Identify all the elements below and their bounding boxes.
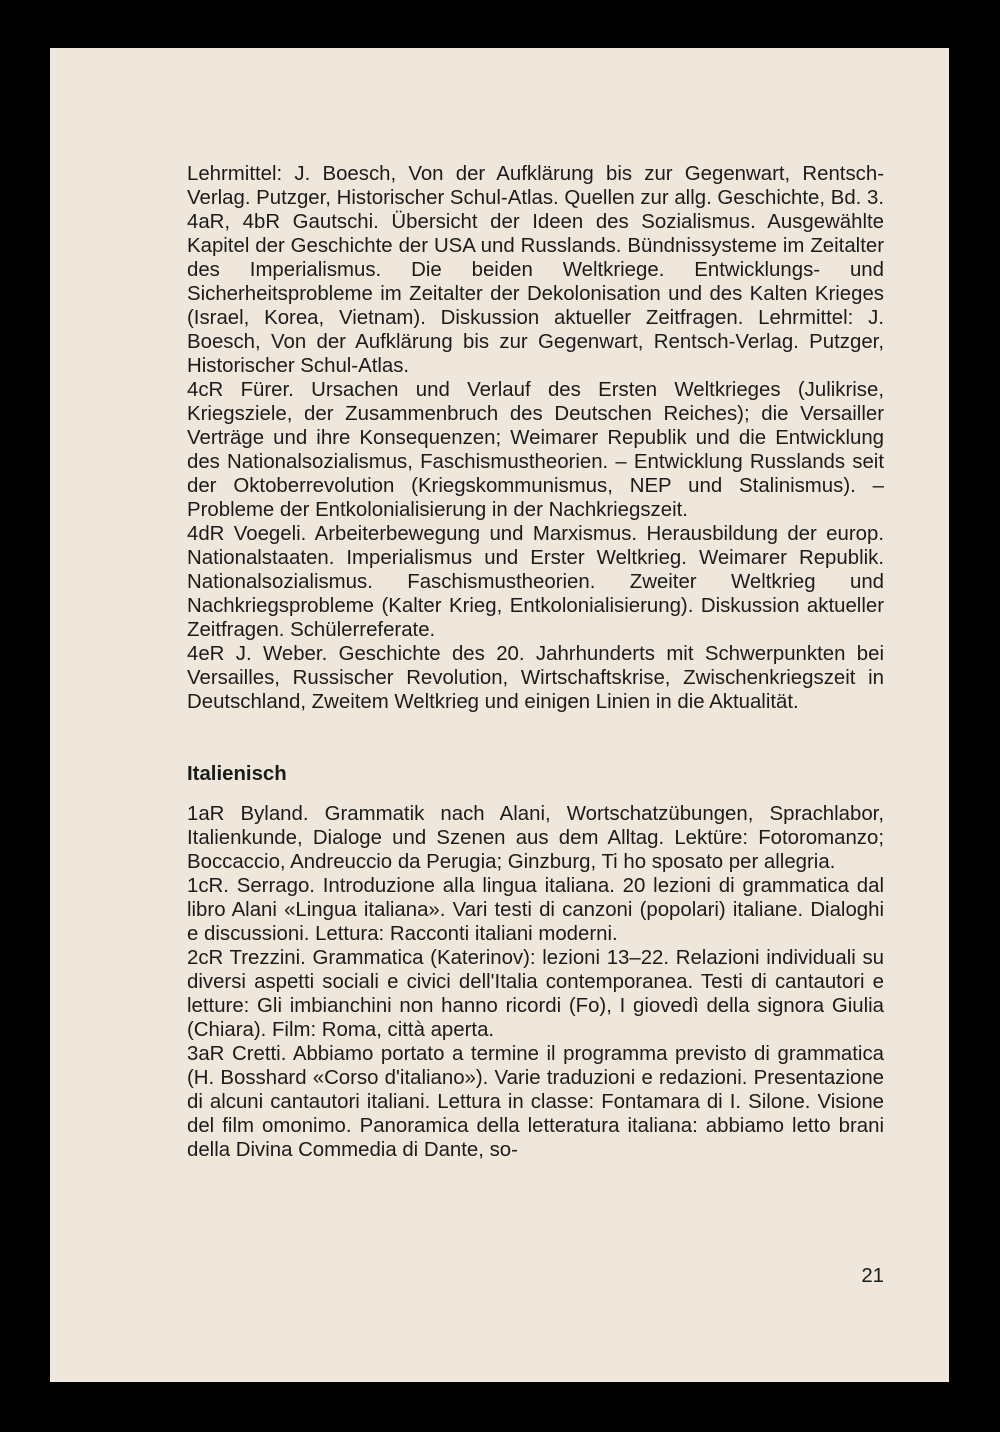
italian-paragraph-1cr: 1cR. Serrago. Introduzione alla lingua italiana. 20 lezioni di grammatica dal libro Alani «Lingua italiana». Vari testi di canzoni (popolari) italiane. Dialoghi e discussioni. Lettura: Racconti italiani moderni.: [187, 875, 884, 945]
history-paragraph-4dr: 4dR Voegeli. Arbeiterbewegung und Marxismus. Herausbildung der europ. Nationalstaaten. Imperialismus und Erster Weltkrieg. Weimarer Republik. Nationalsozialismus. Faschismustheorien. Zweiter Weltkrieg und Nachkriegsprobleme (Kalter Krieg, Entkolonialisierung). Diskussion aktueller Zeitfragen. Schülerreferate.: [187, 523, 884, 641]
italian-paragraph-3ar: 3aR Cretti. Abbiamo portato a termine il programma previsto di grammatica (H. Bosshard «Corso d'italiano»). Varie traduzioni e redazioni. Presentazione di alcuni cantautori italiani. Lettura in classe: Fontamara di I. Silone. Visione del film omonimo. Panoramica della letteratura italiana: abbiamo letto brani della Divina Commedia di Dante, so-: [187, 1043, 884, 1161]
page-number: 21: [861, 1265, 884, 1287]
history-paragraph-4er: 4eR J. Weber. Geschichte des 20. Jahrhunderts mit Schwerpunkten bei Versailles, Russischer Revolution, Wirtschaftskrise, Zwischenkriegszeit in Deutschland, Zweitem Weltkrieg und einigen Linien in die Aktualität.: [187, 643, 884, 713]
page-content: [187, 162, 884, 1162]
history-paragraph-4cr: 4cR Fürer. Ursachen und Verlauf des Ersten Weltkrieges (Julikrise, Kriegsziele, der Zusammenbruch des Deutschen Reiches); die Versailler Verträge und ihre Konsequenzen; Weimarer Republik und die Entwicklung des Nationalsozialismus, Faschismustheorien. – Entwicklung Russlands seit der Oktoberrevolution (Kriegskommunismus, NEP und Stalinismus). – Probleme der Entkolonialisierung in der Nachkriegszeit.: [187, 379, 884, 521]
italian-paragraph-1ar: 1aR Byland. Grammatik nach Alani, Wortschatzübungen, Sprachlabor, Italienkunde, Dialoge und Szenen aus dem Alltag. Lektüre: Fotoromanzo; Boccaccio, Andreuccio da Perugia; Ginzburg, Ti ho sposato per allegria.: [187, 803, 884, 873]
italian-paragraph-2cr: 2cR Trezzini. Grammatica (Katerinov): lezioni 13–22. Relazioni individuali su diversi aspetti sociali e civici dell'Italia contemporanea. Testi di cantautori e letture: Gli imbianchini non hanno ricordi (Fo), I giovedì della signora Giulia (Chiara). Film: Roma, città aperta.: [187, 947, 884, 1041]
section-heading-italian: Italienisch: [187, 763, 287, 785]
history-paragraph-4ar-4br: 4aR, 4bR Gautschi. Übersicht der Ideen des Sozialismus. Ausgewählte Kapitel der Geschichte der USA und Russlands. Bündnissysteme im Zeitalter des Imperialismus. Die beiden Weltkriege. Entwicklungs- und Sicherheitsprobleme im Zeitalter der Dekolonisation und des Kalten Krieges (Israel, Korea, Vietnam). Diskussion aktueller Zeitfragen. Lehrmittel: J. Boesch, Von der Aufklärung bis zur Gegenwart, Rentsch-Verlag. Putzger, Historischer Schul-Atlas.: [187, 211, 884, 377]
page-sheet: [50, 48, 949, 1382]
history-paragraph-teaching-materials: Lehrmittel: J. Boesch, Von der Aufklärung bis zur Gegenwart, Rentsch-Verlag. Putzger, Historischer Schul-Atlas. Quellen zur allg. Geschichte, Bd. 3.: [187, 163, 885, 209]
